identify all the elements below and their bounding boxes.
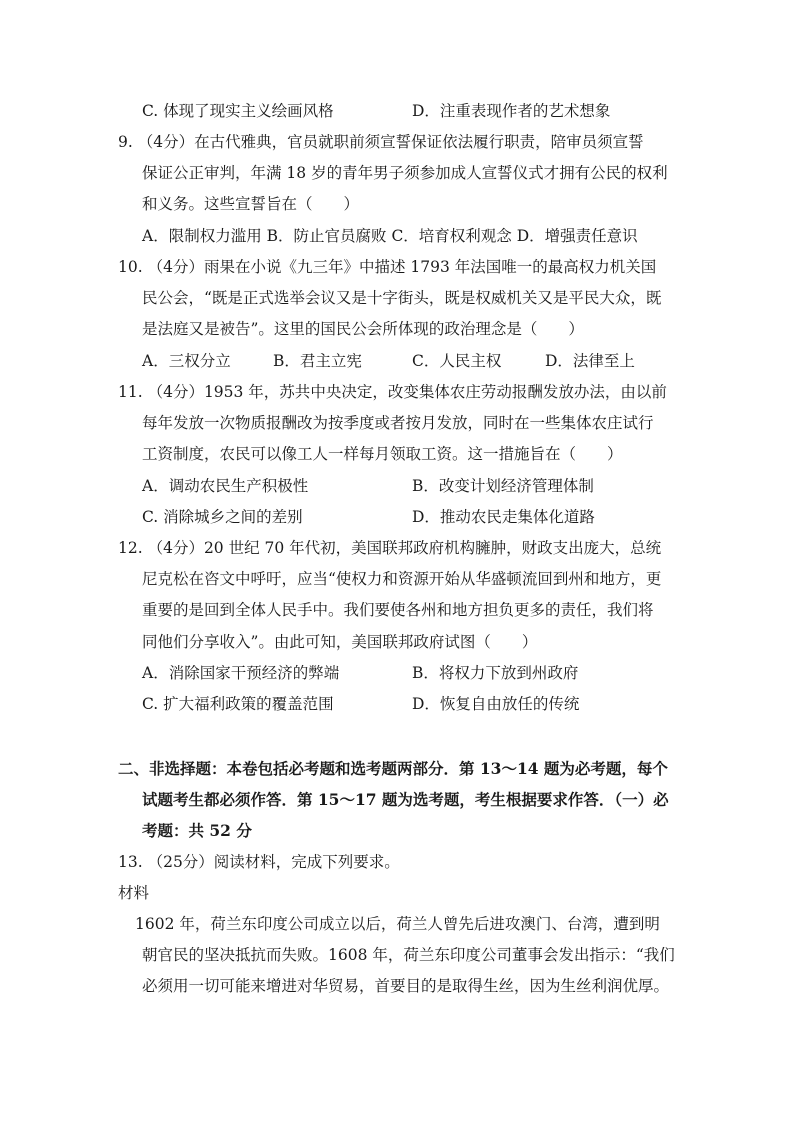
q11-option-c: C. 消除城乡之间的差别 [142, 508, 303, 526]
q11-stem-line-3: 工资制度，农民可以像工人一样每月领取工资。这一措施旨在（ ） [142, 445, 623, 463]
q10-option-a: A．三权分立 [142, 352, 231, 370]
q11-option-a: A．调动农民生产积极性 [142, 477, 309, 495]
q9-options: A．限制权力滥用 B．防止官员腐败 C．培育权利观念 D．增强责任意识 [142, 227, 638, 245]
q12-stem-line-3: 重要的是回到全体人民手中。我们要使各州和地方担负更多的责任，我们将 [142, 601, 654, 619]
q11-option-b: B．改变计划经济管理体制 [412, 477, 594, 495]
q10-option-c: C．人民主权 [412, 352, 502, 370]
q10-option-b: B．君主立宪 [273, 352, 362, 370]
q10-stem-line-2: 民公会，“既是正式选举会议又是十字街头，既是权威机关又是平民大众，既 [142, 289, 662, 307]
q12-stem-line-1: 12. （4分）20 世纪 70 年代初，美国联邦政府机构臃肿，财政支出庞大，总统 [118, 539, 662, 557]
q11-stem-line-1: 11. （4分）1953 年，苏共中央决定，改变集体农庄劳动报酬发放办法，由以前 [118, 383, 667, 401]
q13-stem: 13. （25分）阅读材料，完成下列要求。 [118, 853, 400, 871]
section2-heading-line-1: 二、非选择题：本卷包括必考题和选考题两部分．第 13～14 题为必考题，每个 [118, 759, 668, 778]
section2-heading-line-3: 考题：共 52 分 [142, 821, 252, 840]
q12-option-c: C. 扩大福利政策的覆盖范围 [142, 695, 334, 713]
q11-stem-line-2: 每年发放一次物质报酬改为按季度或者按月发放，同时在一些集体农庄试行 [142, 414, 654, 432]
q13-material-line-3: 必须用一切可能来增进对华贸易，首要目的是取得生丝，因为生丝利润优厚。 [142, 977, 670, 995]
q10-option-d: D．法律至上 [545, 352, 635, 370]
q12-stem-line-2: 尼克松在咨文中呼吁，应当“使权力和资源开始从华盛顿流回到州和地方，更 [142, 570, 662, 588]
q8-option-d: D．注重表现作者的艺术想象 [412, 102, 611, 120]
q12-option-a: A．消除国家干预经济的弊端 [142, 664, 340, 682]
q9-stem-line-1: 9. （4分）在古代雅典，官员就职前须宣誓保证依法履行职责，陪审员须宣誓 [118, 133, 644, 151]
section2-heading-line-2: 试题考生都必须作答．第 15～17 题为选考题，考生根据要求作答．（一）必 [142, 790, 669, 809]
q9-stem-line-2: 保证公正审判，年满 18 岁的青年男子须参加成人宣誓仪式才拥有公民的权利 [142, 164, 668, 182]
q13-material-label: 材料 [118, 884, 150, 902]
q13-material-line-1: 1602 年，荷兰东印度公司成立以后，荷兰人曾先后进攻澳门、台湾，遭到明 [135, 915, 660, 933]
q12-option-b: B．将权力下放到州政府 [412, 664, 579, 682]
q10-stem-line-3: 是法庭又是被告”。这里的国民公会所体现的政治理念是（ ） [142, 320, 584, 338]
q12-option-d: D．恢复自由放任的传统 [412, 695, 580, 713]
q10-stem-line-1: 10. （4分）雨果在小说《九三年》中描述 1793 年法国唯一的最高权力机关国 [118, 258, 657, 276]
q9-stem-line-3: 和义务。这些宣誓旨在（ ） [142, 195, 360, 213]
q13-material-line-2: 朝官民的坚决抵抗而失败。1608 年，荷兰东印度公司董事会发出指示：“我们 [142, 946, 675, 964]
q8-option-c: C. 体现了现实主义绘画风格 [142, 102, 334, 120]
q12-stem-line-4: 同他们分享收入”。由此可知，美国联邦政府试图（ ） [142, 633, 538, 651]
q11-option-d: D．推动农民走集体化道路 [412, 508, 595, 526]
